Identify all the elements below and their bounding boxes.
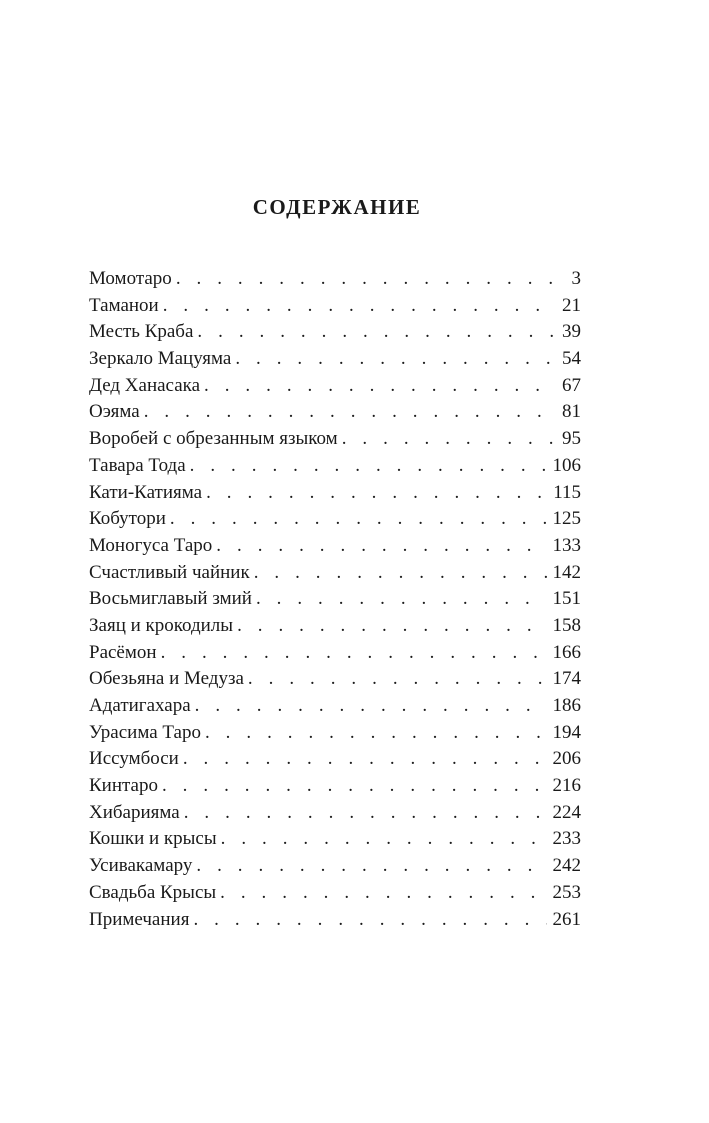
toc-entry-title: Зеркало Мацуяма — [89, 348, 232, 370]
toc-entry-title: Адатигахара — [89, 695, 191, 716]
toc-entry-page: 151 — [552, 588, 581, 610]
toc-entry-title: Месть Краба — [89, 321, 194, 343]
toc-entry[interactable] — [89, 533, 581, 560]
toc-entry-page: 158 — [552, 614, 581, 636]
toc-entry-page: 81 — [562, 401, 581, 423]
toc-entry-title: Дед Ханасака — [89, 374, 201, 396]
toc-entry-page: 186 — [552, 695, 581, 716]
toc-entry-page: 194 — [552, 721, 581, 743]
toc-entry-title: Урасима Таро — [89, 721, 201, 743]
toc-entry-title: Примечания — [89, 908, 190, 930]
dot-leader — [220, 880, 546, 907]
dot-leader — [206, 480, 547, 507]
dot-leader — [205, 720, 547, 747]
dot-leader — [221, 826, 547, 853]
toc-entry-page: 261 — [552, 908, 581, 930]
dot-leader — [196, 853, 546, 880]
dot-leader — [184, 800, 547, 827]
toc-entry-title: Тавара Тода — [89, 454, 186, 476]
toc-entry-title: Восьмиглавый змий — [89, 588, 252, 610]
dot-leader — [161, 640, 547, 667]
toc-entry[interactable] — [89, 746, 581, 773]
toc-entry-page: 133 — [552, 534, 581, 556]
toc-entry-page: 142 — [552, 561, 581, 583]
dot-leader — [197, 319, 556, 346]
toc-entry-page: 174 — [552, 668, 581, 690]
toc-entry[interactable] — [89, 319, 581, 346]
toc-entry[interactable] — [89, 720, 581, 747]
toc-entry[interactable] — [89, 613, 581, 640]
toc-entry[interactable] — [89, 453, 581, 480]
dot-leader — [193, 907, 546, 934]
toc-entry-page: 125 — [552, 508, 581, 530]
dot-leader — [144, 399, 556, 426]
toc-entry-page: 95 — [562, 428, 581, 450]
toc-entry-title: Кинтаро — [89, 775, 158, 797]
toc-entry-title: Кобутори — [89, 508, 166, 530]
toc-entry[interactable] — [89, 880, 581, 907]
toc-entry[interactable] — [89, 773, 581, 800]
toc-entry-page: 253 — [552, 881, 581, 903]
dot-leader — [170, 506, 547, 533]
dot-leader — [216, 533, 546, 560]
toc-entry[interactable] — [89, 693, 581, 720]
toc-entry-title: Свадьба Крысы — [89, 881, 217, 903]
toc-entry[interactable] — [89, 800, 581, 827]
toc-entry-title: Оэяма — [89, 401, 140, 423]
toc-entry-page: 206 — [552, 748, 581, 770]
toc-entry-page: 39 — [562, 321, 581, 343]
toc-entry-title: Кати-Катияма — [89, 481, 203, 503]
toc-entry-page: 166 — [552, 641, 581, 663]
toc-entry[interactable] — [89, 853, 581, 880]
toc-entry-page: 224 — [552, 801, 581, 823]
toc-entry[interactable] — [89, 426, 581, 453]
dot-leader — [342, 426, 556, 453]
toc-entry[interactable] — [89, 266, 581, 293]
dot-leader — [163, 293, 556, 320]
toc-entry-title: Расёмон — [89, 641, 157, 663]
toc-entry-page: 3 — [571, 268, 581, 289]
toc-entry-title: Заяц и крокодилы — [89, 614, 234, 636]
toc-entry[interactable] — [89, 480, 581, 507]
dot-leader — [204, 373, 556, 400]
toc-entry-page: 242 — [552, 855, 581, 877]
dot-leader — [248, 666, 547, 693]
dot-leader — [256, 586, 547, 613]
toc-entry[interactable] — [89, 586, 581, 613]
dot-leader — [195, 693, 547, 720]
dot-leader — [190, 453, 547, 480]
dot-leader — [254, 560, 547, 587]
toc-entry-page: 67 — [562, 374, 581, 396]
toc-entry-page: 106 — [552, 454, 581, 476]
toc-entry[interactable] — [89, 640, 581, 667]
toc-entry-page: 233 — [552, 828, 581, 850]
toc-entry-title: Момотаро — [89, 268, 172, 289]
toc-entry[interactable] — [89, 907, 581, 934]
toc-entry-page: 54 — [562, 348, 581, 370]
toc-entry-title: Моногуса Таро — [89, 534, 213, 556]
toc-entry[interactable] — [89, 293, 581, 320]
toc-entry-title: Иссумбоси — [89, 748, 179, 770]
dot-leader — [237, 613, 546, 640]
toc-entry[interactable] — [89, 373, 581, 400]
toc-entry-page: 216 — [552, 775, 581, 797]
toc-entry-title: Таманои — [89, 294, 159, 316]
toc-entry[interactable] — [89, 399, 581, 426]
dot-leader — [176, 266, 565, 293]
dot-leader — [162, 773, 547, 800]
toc-entry-title: Усивакамару — [89, 855, 193, 877]
toc-entry-title: Счастливый чайник — [89, 561, 250, 583]
dot-leader — [183, 746, 547, 773]
toc-entry[interactable] — [89, 346, 581, 373]
toc-entry[interactable] — [89, 506, 581, 533]
toc-entry-page: 115 — [553, 481, 581, 503]
toc-entry[interactable] — [89, 826, 581, 853]
table-of-contents — [89, 266, 581, 933]
toc-entry-page: 21 — [562, 294, 581, 316]
toc-entry[interactable] — [89, 666, 581, 693]
toc-entry-title: Воробей с обрезанным языком — [89, 428, 338, 450]
dot-leader — [235, 346, 556, 373]
toc-entry[interactable] — [89, 560, 581, 587]
toc-entry-title: Кошки и крысы — [89, 828, 217, 850]
toc-entry-title: Хибарияма — [89, 801, 180, 823]
toc-entry-title: Обезьяна и Медуза — [89, 668, 244, 690]
page-title: СОДЕРЖАНИЕ — [252, 195, 422, 219]
